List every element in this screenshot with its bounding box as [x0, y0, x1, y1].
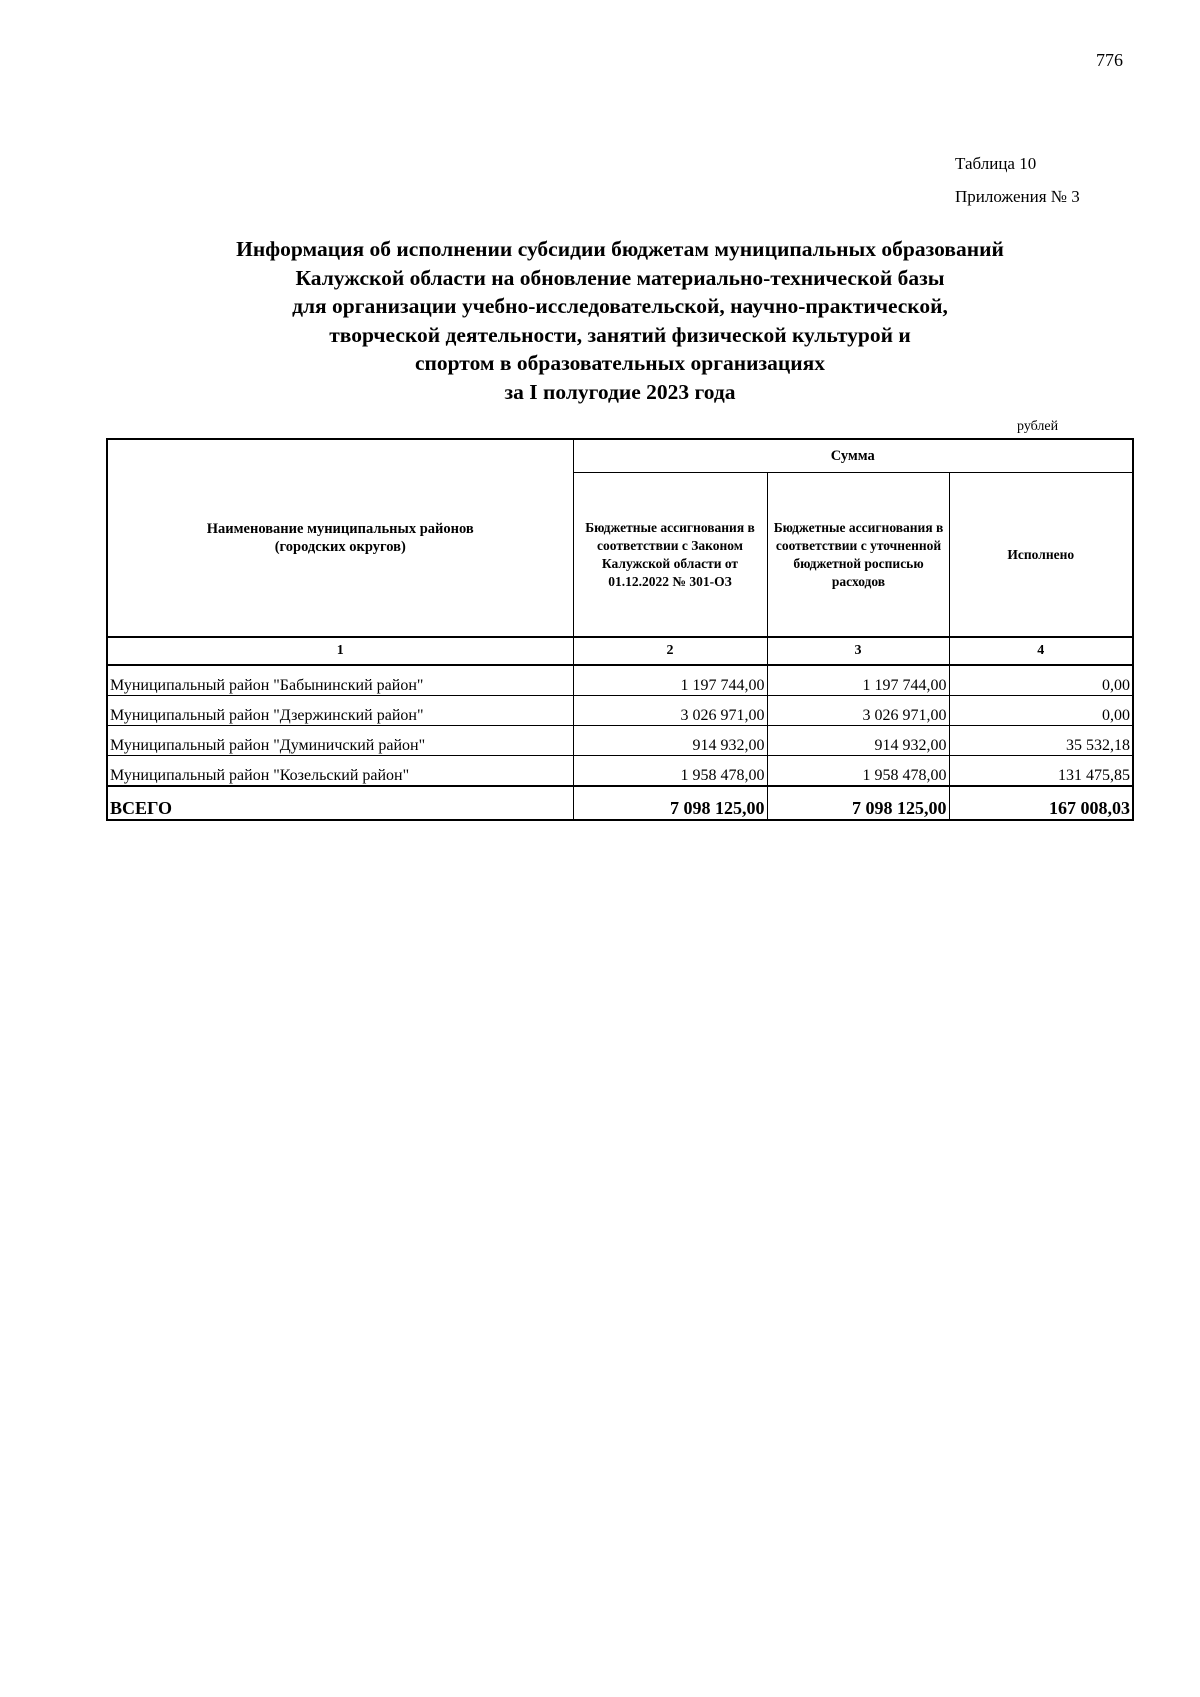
- law-amount: 1 197 744,00: [573, 665, 767, 696]
- header-col3-cell: [767, 473, 949, 638]
- column-number: 1: [107, 637, 573, 665]
- units-label: рублей: [1017, 419, 1059, 434]
- total-executed-amount: 167 008,03: [949, 786, 1133, 820]
- table-row: [107, 696, 1133, 726]
- law-amount: 914 932,00: [573, 726, 767, 756]
- table-row: [107, 665, 1133, 696]
- column-number: 4: [949, 637, 1133, 665]
- total-label: ВСЕГО: [107, 786, 573, 820]
- executed-amount: 131 475,85: [949, 756, 1133, 787]
- header-col2: Бюджетные ассигнования в соответствии с Законом Калужской области от 01.12.2022 № 301-ОЗ: [585, 519, 755, 589]
- district-name: Муниципальный район "Бабынинский район": [107, 665, 573, 696]
- table-row: [107, 726, 1133, 756]
- header-col3: Бюджетные ассигнования в соответствии с уточненной бюджетной росписью расходов: [773, 519, 944, 589]
- report-table: [106, 438, 1134, 821]
- refined-amount: 1 197 744,00: [767, 665, 949, 696]
- header-sum: Сумма: [573, 439, 1133, 473]
- total-refined-amount: 7 098 125,00: [767, 786, 949, 820]
- header-name-cell: [107, 439, 573, 637]
- title-line: Информация об исполнении субсидии бюджетам муниципальных образований: [236, 237, 1004, 261]
- title-line: Калужской области на обновление материально-технической базы: [295, 265, 945, 290]
- title-line: творческой деятельности, занятий физической культурой и: [329, 322, 911, 347]
- executed-amount: 0,00: [949, 696, 1133, 726]
- title-line: спортом в образовательных организациях: [414, 351, 826, 375]
- executed-amount: 0,00: [949, 665, 1133, 696]
- column-number: 2: [573, 637, 767, 665]
- title-line: за I полугодие 2023 года: [504, 379, 736, 404]
- refined-amount: 914 932,00: [767, 726, 949, 756]
- law-amount: 1 958 478,00: [573, 756, 767, 787]
- district-name: Муниципальный район "Думиничский район": [107, 726, 573, 756]
- refined-amount: 1 958 478,00: [767, 756, 949, 787]
- district-name: Муниципальный район "Козельский район": [107, 756, 573, 787]
- header-col4: Исполнено: [949, 473, 1133, 638]
- header-col2-cell: [573, 473, 767, 638]
- table-reference: [955, 147, 1080, 213]
- total-row: [107, 786, 1133, 820]
- page-number: 776: [1096, 50, 1123, 70]
- table-label: Таблица 10: [955, 154, 1037, 173]
- total-law-amount: 7 098 125,00: [573, 786, 767, 820]
- law-amount: 3 026 971,00: [573, 696, 767, 726]
- appendix-label: Приложения № 3: [955, 187, 1080, 206]
- document-title: [150, 235, 1090, 406]
- column-number: 3: [767, 637, 949, 665]
- refined-amount: 3 026 971,00: [767, 696, 949, 726]
- table-header-row: [107, 439, 1133, 473]
- table-row: [107, 756, 1133, 787]
- executed-amount: 35 532,18: [949, 726, 1133, 756]
- column-number-row: [107, 637, 1133, 665]
- header-name: Наименование муниципальных районов (городских округов): [206, 521, 474, 555]
- district-name: Муниципальный район "Дзержинский район": [107, 696, 573, 726]
- title-line: для организации учебно-исследовательской, научно-практической,: [292, 294, 948, 318]
